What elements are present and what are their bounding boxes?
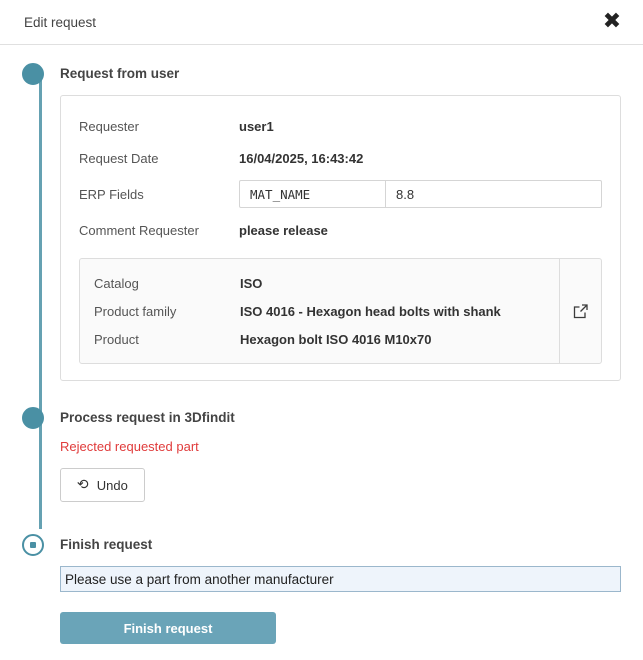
refresh-icon: ⟳ [77, 477, 89, 493]
erp-fields-inputs [239, 180, 602, 208]
product-label: Catalog [94, 275, 139, 291]
field-erp-fields [79, 174, 602, 214]
external-link-icon[interactable] [559, 259, 601, 363]
finish-request-button[interactable]: Finish request [60, 612, 276, 644]
product-value: ISO [240, 275, 263, 291]
step-finish-request [60, 534, 621, 644]
product-row-family [94, 297, 559, 325]
request-stepper [22, 63, 621, 644]
product-value: Hexagon bolt ISO 4016 M10x70 [240, 331, 432, 347]
step-title-3: Finish request [60, 537, 153, 552]
page-title: Edit request [24, 14, 97, 30]
step-title-2: Process request in 3Dfindit [60, 410, 235, 425]
erp-fields-label: ERP Fields [79, 186, 144, 202]
product-label: Product family [94, 303, 177, 319]
field-value: user1 [239, 118, 274, 134]
erp-value-input[interactable] [386, 181, 601, 207]
close-icon[interactable]: ✖ [602, 9, 622, 34]
step-title-1: Request from user [60, 66, 180, 81]
product-row-catalog [94, 269, 559, 297]
product-fields [80, 259, 559, 363]
field-label: Comment Requester [79, 222, 199, 238]
field-request-date [79, 142, 602, 174]
finish-comment-input[interactable] [60, 566, 621, 592]
field-requester [79, 110, 602, 142]
step-dot-3 [22, 534, 44, 556]
product-value: ISO 4016 - Hexagon head bolts with shank [240, 303, 501, 319]
field-value: 16/04/2025, 16:43:42 [239, 150, 364, 166]
stepper-rail [39, 77, 42, 529]
erp-key-input[interactable] [240, 181, 386, 207]
step-dot-1 [22, 63, 44, 85]
dialog-body [0, 45, 643, 658]
product-label: Product [94, 331, 139, 347]
status-badge: Rejected requested part [60, 439, 199, 454]
field-label: Request Date [79, 150, 159, 166]
product-row-product [94, 325, 559, 353]
undo-button-label: Undo [96, 477, 128, 493]
step-request-from-user [60, 63, 621, 381]
step-dot-2 [22, 407, 44, 429]
field-comment-requester [79, 214, 602, 246]
request-details-panel [60, 95, 621, 381]
dialog-header [0, 0, 643, 45]
field-label: Requester [79, 118, 139, 134]
undo-button[interactable] [60, 468, 145, 502]
step-process-request [60, 407, 621, 530]
field-value: please release [239, 222, 328, 238]
product-card [79, 258, 602, 364]
